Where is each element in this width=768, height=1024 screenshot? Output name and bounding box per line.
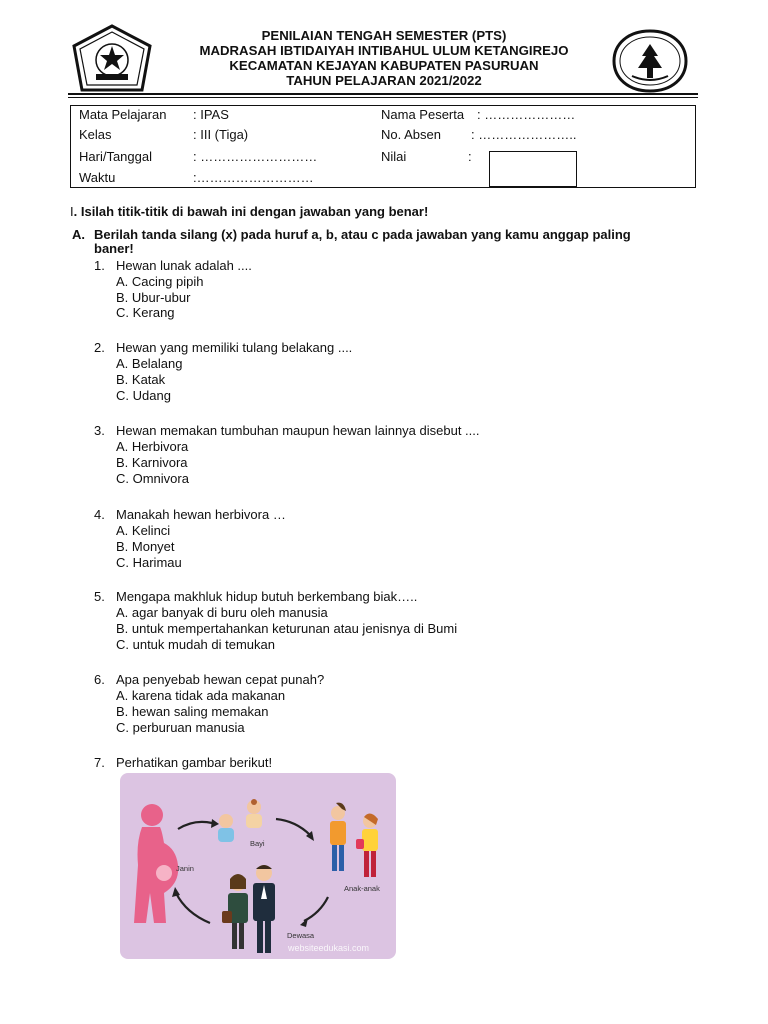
question-number: 6.: [94, 672, 105, 687]
document-header: [0, 0, 768, 100]
header-rule-thin: [68, 97, 698, 98]
option-a[interactable]: A. Belalang: [116, 356, 183, 371]
option-b[interactable]: B. Ubur-ubur: [116, 290, 191, 305]
question-number: 5.: [94, 589, 105, 604]
question-text: Mengapa makhluk hidup butuh berkembang biak…..: [116, 589, 418, 604]
question-text: Perhatikan gambar berikut!: [116, 755, 273, 770]
absen-value[interactable]: : …………………..: [471, 127, 577, 142]
part-a-line-1: Berilah tanda silang (x) pada huruf a, b, atau c pada jawaban yang kamu anggap paling: [94, 227, 631, 242]
nilai-colon: :: [468, 149, 472, 164]
waktu-label: Waktu: [79, 170, 116, 185]
kelas-label: Kelas: [79, 127, 112, 142]
life-cycle-figure: [120, 773, 396, 959]
identity-box: [70, 105, 696, 188]
cycle-arrows: [176, 819, 328, 923]
title-line-3: KECAMATAN KEJAYAN KABUPATEN PASURUAN: [229, 58, 539, 73]
school-logo: [610, 28, 690, 94]
header-rule-thick: [68, 93, 698, 95]
question-text: Apa penyebab hewan cepat punah?: [116, 672, 325, 687]
option-b[interactable]: B. Katak: [116, 372, 166, 387]
option-c[interactable]: C. Omnivora: [116, 471, 189, 486]
part-a-line-2: baner!: [94, 241, 134, 256]
babies-illustration: [218, 799, 262, 842]
question-number: 3.: [94, 423, 105, 438]
option-c[interactable]: C. Harimau: [116, 555, 182, 570]
option-c[interactable]: C. Udang: [116, 388, 171, 403]
nilai-score-box[interactable]: [489, 151, 577, 187]
hari-value[interactable]: : ………………………: [193, 149, 318, 164]
adults-illustration: [222, 865, 275, 953]
option-c[interactable]: C. untuk mudah di temukan: [116, 637, 275, 652]
title-line-2: MADRASAH IBTIDAIYAH INTIBAHUL ULUM KETANGIREJO: [199, 43, 569, 58]
children-illustration: [330, 803, 378, 877]
kelas-value: : III (Tiga): [193, 127, 249, 142]
mapel-label: Mata Pelajaran: [79, 107, 167, 122]
section-number: I: [70, 204, 74, 219]
ministry-logo: [70, 24, 154, 94]
watermark: websiteedukasi.com: [288, 943, 370, 953]
question-text: Manakah hewan herbivora …: [116, 507, 286, 522]
option-a[interactable]: A. Cacing pipih: [116, 274, 204, 289]
mapel-value: : IPAS: [193, 107, 229, 122]
label-dewasa: Dewasa: [287, 931, 315, 940]
question-text: Hewan yang memiliki tulang belakang ....: [116, 340, 353, 355]
question-number: 4.: [94, 507, 105, 522]
option-b[interactable]: B. Monyet: [116, 539, 175, 554]
option-a[interactable]: A. Kelinci: [116, 523, 171, 538]
option-c[interactable]: C. Kerang: [116, 305, 175, 320]
waktu-value[interactable]: :………………………: [193, 170, 314, 185]
label-bayi: Bayi: [250, 839, 265, 848]
section-text: . Isilah titik-titik di bawah ini dengan jawaban yang benar!: [73, 204, 429, 219]
label-janin: Janin: [176, 864, 194, 873]
nama-label: Nama Peserta: [381, 107, 465, 122]
hari-label: Hari/Tanggal: [79, 149, 152, 164]
option-c[interactable]: C. perburuan manusia: [116, 720, 245, 735]
title-line-4: TAHUN PELAJARAN 2021/2022: [286, 73, 482, 88]
question-number: 7.: [94, 755, 105, 770]
question-number: 2.: [94, 340, 105, 355]
absen-label: No. Absen: [381, 127, 441, 142]
option-a[interactable]: A. Herbivora: [116, 439, 189, 454]
header-title: [160, 28, 608, 88]
option-a[interactable]: A. agar banyak di buru oleh manusia: [116, 605, 328, 620]
pregnant-woman-silhouette: [134, 804, 178, 923]
option-a[interactable]: A. karena tidak ada makanan: [116, 688, 286, 703]
option-b[interactable]: B. untuk mempertahankan keturunan atau jenisnya di Bumi: [116, 621, 458, 636]
part-a-letter: A.: [72, 227, 85, 242]
option-b[interactable]: B. Karnivora: [116, 455, 188, 470]
question-text: Hewan memakan tumbuhan maupun hewan lainnya disebut ....: [116, 423, 480, 438]
nilai-label: Nilai: [381, 149, 407, 164]
label-anak: Anak-anak: [344, 884, 380, 893]
nama-value[interactable]: : …………………: [477, 107, 576, 122]
section-instruction: [70, 204, 428, 219]
title-line-1: PENILAIAN TENGAH SEMESTER (PTS): [261, 28, 507, 43]
option-b[interactable]: B. hewan saling memakan: [116, 704, 269, 719]
question-text: Hewan lunak adalah ....: [116, 258, 252, 273]
question-number: 1.: [94, 258, 105, 273]
